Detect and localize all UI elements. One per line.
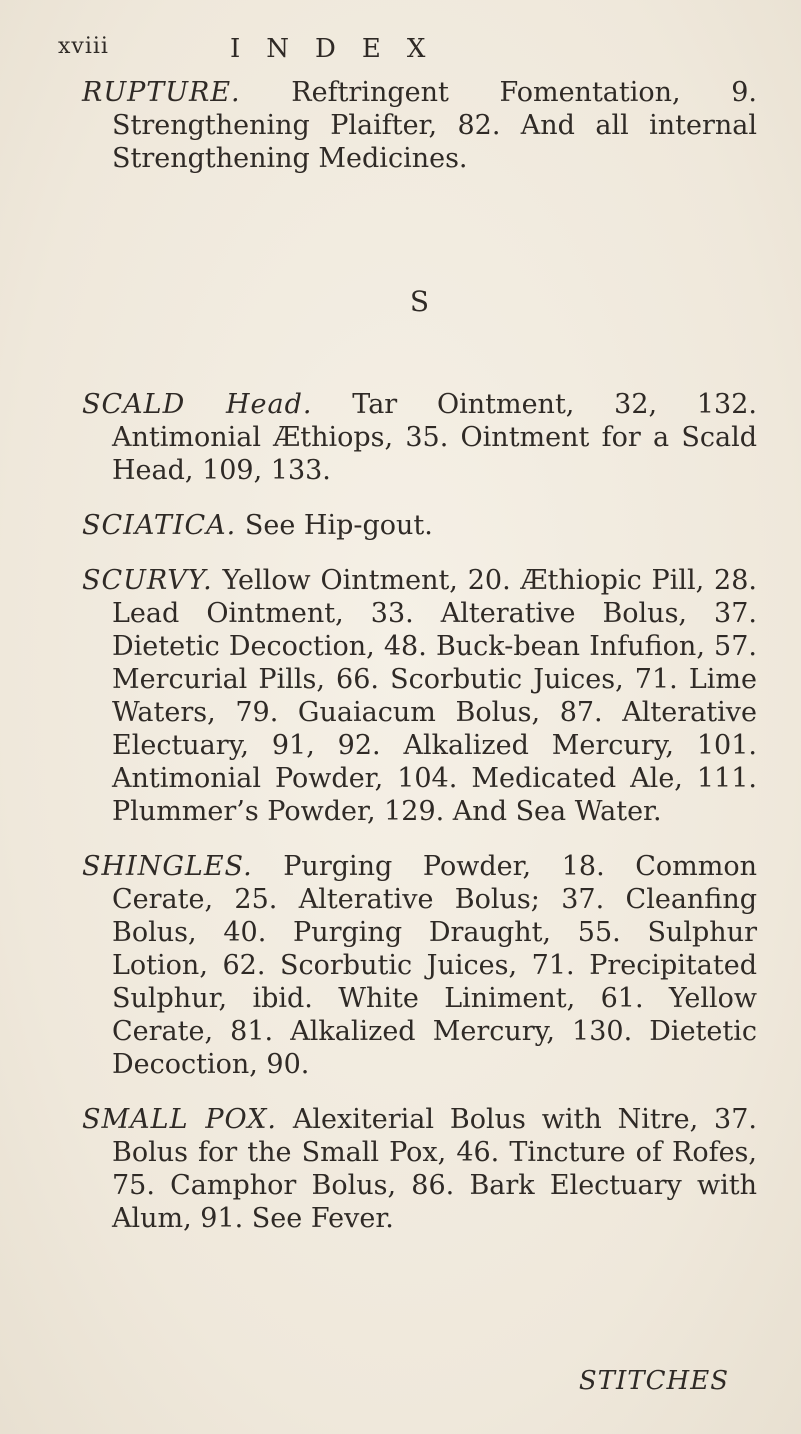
entry-text: Purging Powder, 18. Common Cerate, 25. Alterative Bolus; 37. Cleanfing Bolus, 40. Purging Draught, 55. Sulphur Lotion, 62. Scorbutic Juices, 71. Precipitated Sulphur, ibid. White Liniment, 61. Yellow Cerate, 81. Alkalized Mercury, 130. Dietetic Decoction, 90. — [112, 851, 757, 1080]
entry-headword: SCURVY. — [82, 565, 213, 596]
section-letter: S — [409, 285, 430, 318]
index-entry-rupture — [82, 76, 757, 175]
index-entry-small-pox — [82, 1103, 757, 1235]
entry-headword: RUPTURE. — [82, 77, 241, 108]
entry-headword: SHINGLES. — [82, 851, 253, 882]
entry-headword: SCALD Head. — [82, 389, 313, 420]
index-entry-scurvy — [82, 564, 757, 828]
index-entry-sciatica — [82, 509, 757, 542]
entry-text: Tar Ointment, 32, 132. Antimonial Æthiops, 35. Ointment for a Scald Head, 109, 133. — [112, 389, 757, 486]
entry-headword: SCIATICA. — [82, 510, 237, 541]
entry-text: Alexiterial Bolus with Nitre, 37. Bolus for the Small Pox, 46. Tincture of Rofes, 75. Camphor Bolus, 86. Bark Electuary with Alum, 91. See Fever. — [112, 1104, 757, 1234]
catchword: STITCHES — [578, 1366, 729, 1396]
page-header — [58, 34, 757, 76]
folio: xviii — [58, 34, 109, 59]
entry-text: Yellow Ointment, 20. Æthiopic Pill, 28. Lead Ointment, 33. Alterative Bolus, 37. Dietetic Decoction, 48. Buck-bean Infufion, 57. Mercurial Pills, 66. Scorbutic Juices, 71. Lime Waters, 79. Guaiacum Bolus, 87. Alterative Electuary, 91, 92. Alkalized Mercury, 101. Antimonial Powder, 104. Medicated Ale, 111. Plummer’s Powder, 129. And Sea Water. — [112, 565, 757, 827]
running-head: INDEX — [230, 34, 452, 64]
entry-headword: SMALL POX. — [82, 1104, 278, 1135]
index-entry-shingles — [82, 850, 757, 1081]
entry-text: See Hip-gout. — [244, 510, 433, 541]
index-entry-scald-head — [82, 388, 757, 487]
entry-text: Reftringent Fomentation, 9. Strengthening Plaifter, 82. And all internal Strengthening Medicines. — [112, 77, 757, 174]
